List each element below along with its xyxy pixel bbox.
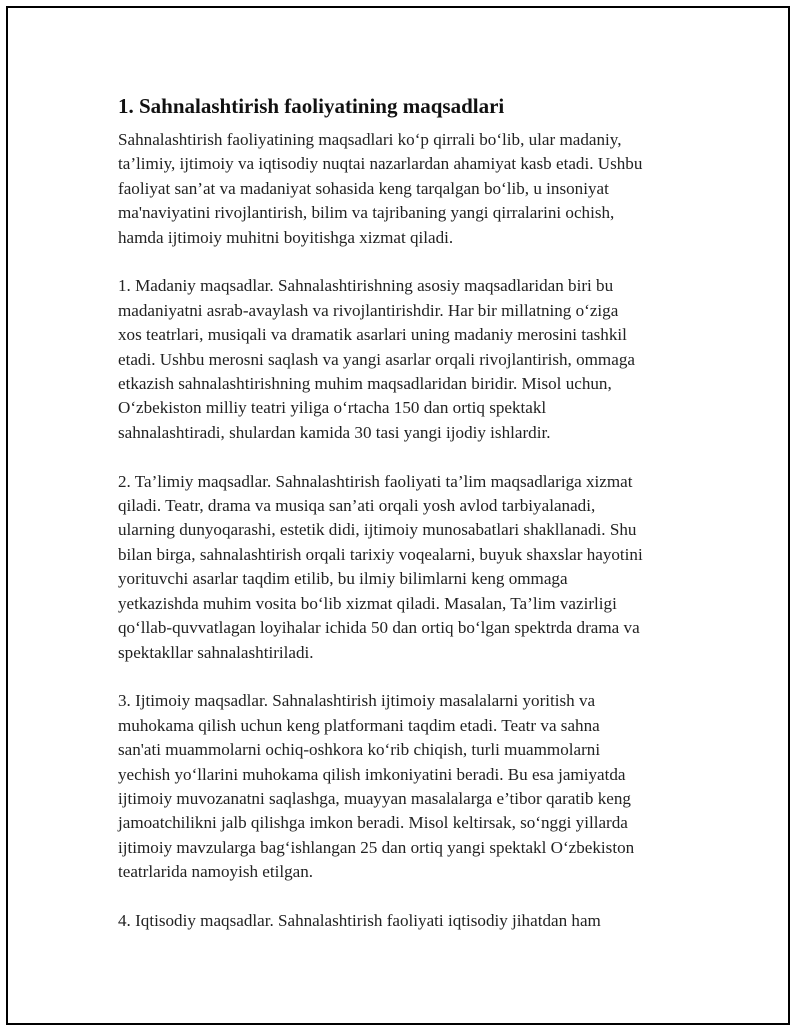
document-body [118, 92, 698, 958]
social-goals-paragraph: 3. Ijtimoiy maqsadlar. Sahnalashtirish ijtimoiy masalalarni yoritish va muhokama qilish uchun keng platformani taqdim etadi. Teatr va sahna san'ati muammolarni ochiq-oshkora ko‘rib chiqish, turli muammolarni yechish yo‘llarini muhokama qilish imkoniyatini beradi. Bu esa jamiyatda ijtimoiy muvozanatni saqlashga, muayyan masalalarga e’tibor qaratib keng jamoatchilikni jalb qilishga imkon beradi. Misol keltirsak, so‘nggi yillarda ijtimoiy mavzularga bag‘ishlangan 25 dan ortiq yangi spektakl O‘zbekiston teatrlarida namoyish etilgan. [118, 691, 635, 882]
educational-goals-paragraph: 2. Ta’limiy maqsadlar. Sahnalashtirish faoliyati ta’lim maqsadlariga xizmat qiladi. Teatr, drama va musiqa san’ati orqali yosh avlod tarbiyalanadi, ularning dunyoqarashi, estetik didi, ijtimoiy munosabatlari shakllanadi. Shu bilan birga, sahnalashtirish orqali tarixiy voqealarni, buyuk shaxslar hayotini yorituvchi asarlar taqdim etilib, bu ilmiy bilimlarni keng ommaga yetkazishda muhim vosita bo‘lib xizmat qiladi. Masalan, Ta’lim vazirligi qo‘llab-quvvatlagan loyihalar ichida 50 dan ortiq bo‘lgan spektrda drama va spektakllar sahnalashtiriladi. [118, 471, 643, 662]
section-heading: 1. Sahnalashtirish faoliyatining maqsadlari [118, 94, 505, 118]
economic-goals-paragraph: 4. Iqtisodiy maqsadlar. Sahnalashtirish faoliyati iqtisodiy jihatdan ham [118, 910, 601, 930]
cultural-goals-paragraph: 1. Madaniy maqsadlar. Sahnalashtirishning asosiy maqsadlaridan biri bu madaniyatni asrab-avaylash va rivojlantirishdir. Har bir millatning o‘ziga xos teatrlari, musiqali va dramatik asarlari uning madaniy merosini tashkil etadi. Ushbu merosni saqlash va yangi asarlar orqali rivojlantirish, ommaga etkazish sahnalashtirishning muhim maqsadlaridan biridir. Misol uchun, O‘zbekiston milliy teatri yiliga o‘rtacha 150 dan ortiq spektakl sahnalashtiradi, shulardan kamida 30 tasi yangi ijodiy ishlardir. [118, 276, 635, 442]
intro-paragraph: Sahnalashtirish faoliyatining maqsadlari ko‘p qirrali bo‘lib, ular madaniy, ta’limiy, ijtimoiy va iqtisodiy nuqtai nazarlardan ahamiyat kasb etadi. Ushbu faoliyat san’at va madaniyat sohasida keng tarqalgan bo‘lib, u insoniyat ma'naviyatini rivojlantirish, bilim va tajribaning yangi qirralarini ochish, hamda ijtimoiy muhitni boyitishga xizmat qiladi. [118, 130, 643, 247]
